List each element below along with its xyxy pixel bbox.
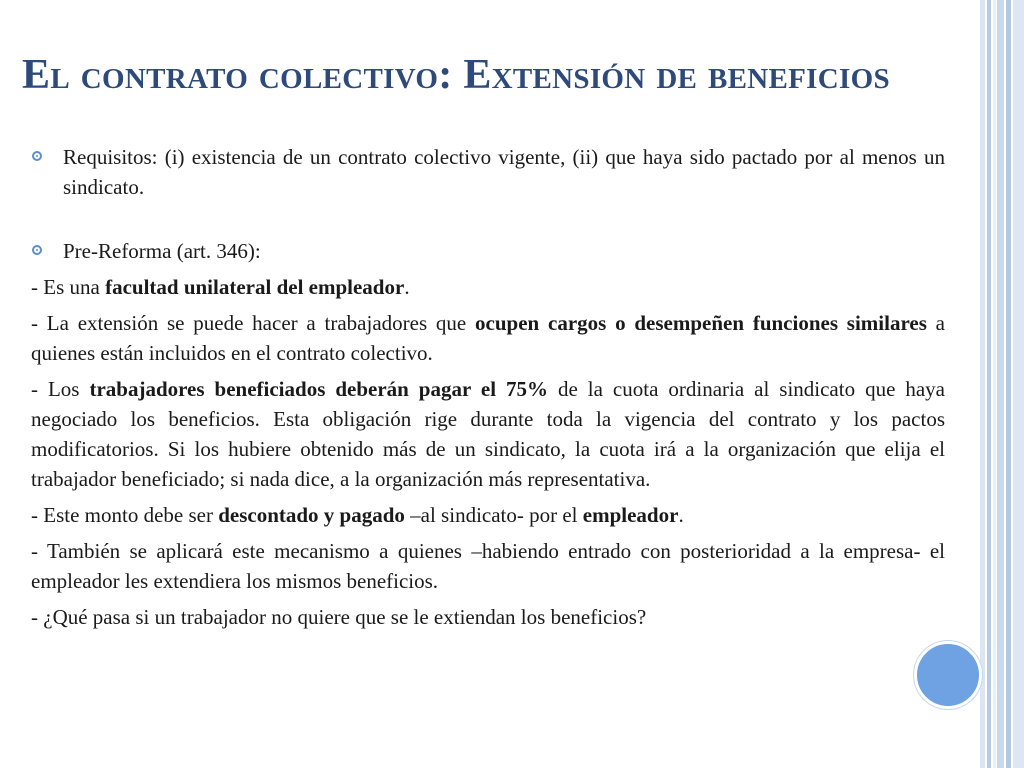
bullet-item-pre-reforma: [31, 236, 945, 266]
bullet-circle-icon: [32, 151, 42, 161]
bold-text-run: trabajadores beneficiados deberán pagar el 75%: [89, 377, 549, 401]
slide-title: El contrato colectivo: Extensión de beneficios: [22, 52, 890, 98]
bullet-text: Pre-Reforma (art. 346):: [63, 239, 261, 263]
text-run: - La extensión se puede hacer a trabajadores que: [31, 311, 476, 335]
text-run: .: [404, 275, 410, 299]
text-run: a quienes están incluidos en el contrato colectivo.: [31, 311, 945, 365]
text-run: - Es una: [31, 275, 106, 299]
paragraph-cuota: [31, 374, 945, 494]
stripe: [1013, 0, 1024, 768]
slide-content: [31, 142, 945, 632]
paragraph-descuento: [31, 500, 945, 530]
text-run: - También se aplicará este mecanismo a quienes –habiendo entrado con posterioridad a la empresa- el empleador les extendiera los mismos beneficios.: [31, 539, 945, 593]
decorative-side-stripes: [980, 0, 1024, 768]
stripe: [997, 0, 1004, 768]
paragraph-extension: [31, 308, 945, 368]
text-run: –al sindicato- por el: [404, 503, 583, 527]
bullet-text: Requisitos: (i) existencia de un contrato colectivo vigente, (ii) que haya sido pactado por al menos un sindicato.: [63, 145, 945, 199]
bold-text-run: facultad unilateral del empleador: [105, 275, 405, 299]
bold-text-run: descontado y pagado: [218, 503, 405, 527]
text-run: - ¿Qué pasa si un trabajador no quiere que se le extiendan los beneficios?: [31, 605, 647, 629]
stripe: [1006, 0, 1011, 768]
text-run: .: [678, 503, 684, 527]
bullet-circle-icon: [32, 245, 42, 255]
stripe: [980, 0, 985, 768]
stripe: [987, 0, 991, 768]
paragraph-mecanismo: [31, 536, 945, 596]
text-run: - Este monto debe ser: [31, 503, 219, 527]
paragraph-facultad: [31, 272, 945, 302]
bullet-item-requisitos: [31, 142, 945, 202]
paragraph-pregunta: [31, 602, 945, 632]
bold-text-run: empleador: [582, 503, 679, 527]
text-run: de la cuota ordinaria al sindicato que haya negociado los beneficios. Esta obligación rige durante toda la vigencia del contrato y los pactos modificatorios. Si los hubiere obtenido más de un sindicato, la cuota irá a la organización que elija el trabajador beneficiado; si nada dice, a la organización más representativa.: [31, 377, 945, 491]
decorative-circle: [914, 641, 982, 709]
bold-text-run: ocupen cargos o desempeñen funciones similares: [475, 311, 927, 335]
text-run: - Los: [31, 377, 90, 401]
stripe: [993, 0, 996, 768]
